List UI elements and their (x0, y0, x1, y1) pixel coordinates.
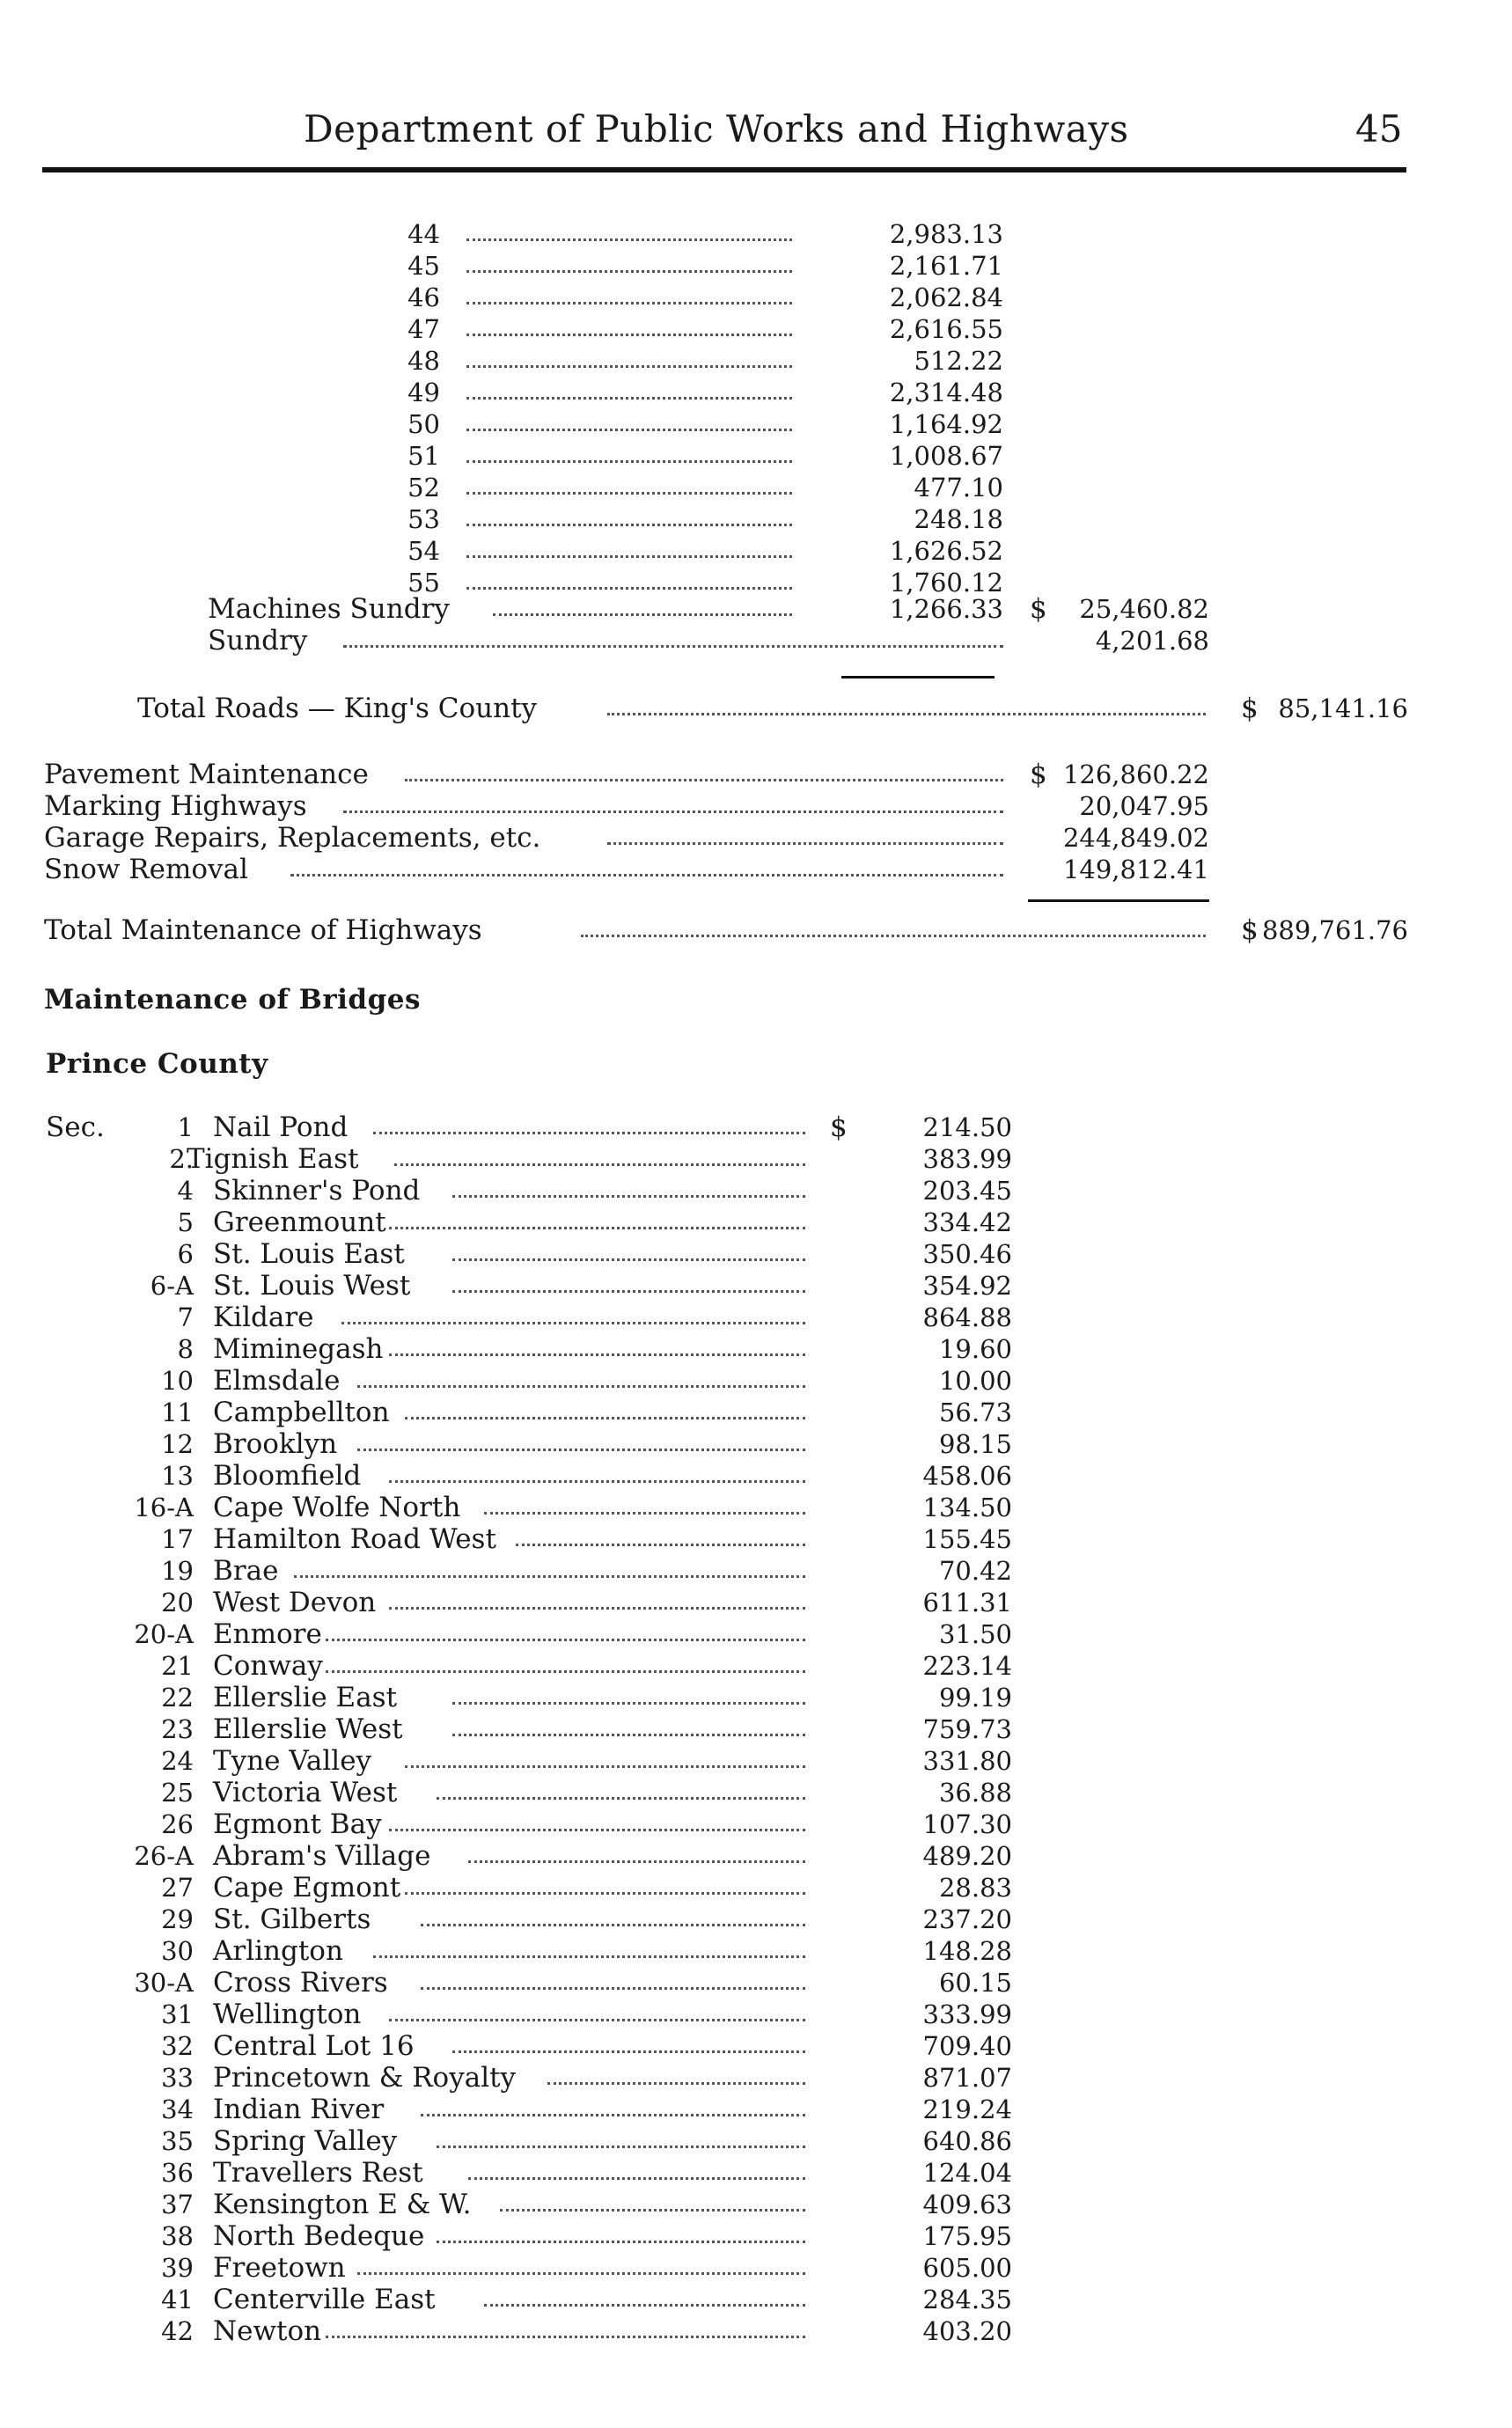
road-section-amount: 1,626.52 (889, 536, 1003, 566)
road-section-amount: 2,314.48 (889, 378, 1003, 407)
sec-prefix: Sec. (46, 1111, 105, 1143)
bridge-amount: 605.00 (922, 2253, 1012, 2283)
bridge-section-number: 38 (161, 2221, 194, 2251)
bridge-amount: 36.88 (938, 1778, 1012, 1808)
bridge-amount: 214.50 (922, 1112, 1012, 1142)
road-section-number: 45 (407, 251, 440, 281)
bridge-amount: 237.20 (922, 1904, 1012, 1934)
bridge-name: Victoria West (213, 1777, 398, 1808)
road-section-number: 54 (407, 536, 440, 566)
bridge-amount: 458.06 (922, 1461, 1012, 1491)
bridge-amount: 134.50 (922, 1493, 1012, 1522)
maintenance-item-label: Snow Removal (44, 854, 248, 885)
leader-dots (581, 935, 1206, 937)
bridge-row (0, 1523, 1512, 1555)
bridge-name: Bloomfield (213, 1460, 362, 1492)
bridge-section-number: 24 (161, 1746, 194, 1776)
bridge-amount: 98.15 (938, 1429, 1012, 1459)
bridge-section-number: 2. (169, 1144, 194, 1174)
bridge-section-number: 19 (161, 1556, 194, 1586)
road-section-number: 49 (407, 378, 440, 407)
total-maintenance-row (0, 914, 1512, 946)
leader-dots (405, 1765, 805, 1768)
bridge-amount: 284.35 (922, 2285, 1012, 2314)
bridge-row (0, 1745, 1512, 1777)
bridge-amount: 219.24 (922, 2094, 1012, 2124)
bridge-name: Enmore (213, 1618, 322, 1650)
bridge-section-number: 39 (161, 2253, 194, 2283)
road-section-row (0, 408, 1512, 440)
bridge-row (0, 1650, 1512, 1682)
bridge-row (0, 1587, 1512, 1618)
bridge-section-number: 30 (161, 1936, 194, 1966)
leader-dots (421, 1987, 805, 1990)
leader-dots (373, 1132, 805, 1134)
leader-dots (466, 334, 792, 336)
bridge-row (0, 2315, 1512, 2347)
bridge-name: North Bedeque (213, 2220, 425, 2252)
bridge-row (0, 1397, 1512, 1428)
road-section-amount: 1,008.67 (889, 441, 1003, 471)
leader-dots (421, 1924, 805, 1926)
road-section-row (0, 472, 1512, 503)
bridge-section-number: 20 (161, 1588, 194, 1617)
bridge-amount: 611.31 (922, 1588, 1012, 1617)
leader-dots (389, 1607, 805, 1610)
page-header-title: Department of Public Works and Highways (304, 107, 1129, 150)
bridge-name: Central Lot 16 (213, 2030, 415, 2062)
maintenance-item-amount: 126,860.22 (1062, 759, 1209, 789)
leader-dots (437, 1797, 805, 1800)
road-section-row (0, 345, 1512, 377)
maintenance-item-label: Garage Repairs, Replacements, etc. (44, 822, 541, 854)
leader-dots (452, 1290, 805, 1293)
bridge-section-number: 41 (161, 2285, 194, 2314)
leader-dots (484, 1512, 805, 1515)
road-section-number: 44 (407, 219, 440, 249)
bridge-name: Tyne Valley (213, 1745, 372, 1777)
leader-dots (405, 1417, 805, 1419)
total-maintenance-amount: 889,761.76 (1261, 915, 1408, 945)
bridge-amount: 640.86 (922, 2126, 1012, 2156)
bridge-amount: 403.20 (922, 2316, 1012, 2346)
leader-dots (341, 1322, 805, 1324)
bridge-row (0, 1302, 1512, 1333)
road-section-number: 50 (407, 409, 440, 439)
bridge-name: Egmont Bay (213, 1808, 382, 1840)
bridge-name: Hamilton Road West (213, 1523, 496, 1555)
road-section-amount: 248.18 (914, 504, 1003, 534)
bridge-amount: 709.40 (922, 2031, 1012, 2061)
road-section-amount: 1,164.92 (889, 409, 1003, 439)
leader-dots (466, 397, 792, 400)
bridge-name: Ellerslie East (213, 1682, 398, 1713)
leader-dots (607, 713, 1206, 715)
bridge-name: Miminegash (213, 1333, 384, 1365)
bridge-section-number: 22 (161, 1683, 194, 1713)
bridge-row (0, 1143, 1512, 1175)
bridge-amount: 383.99 (922, 1144, 1012, 1174)
maintenance-item-amount: 149,812.41 (1062, 855, 1209, 884)
leader-dots (357, 1449, 805, 1451)
leader-dots (452, 2050, 805, 2053)
bridge-name: Wellington (213, 1999, 362, 2030)
bridge-name: Abram's Village (213, 1840, 431, 1872)
bridge-section-number: 42 (161, 2316, 194, 2346)
bridge-row (0, 1808, 1512, 1840)
leader-dots (421, 2114, 805, 2116)
bridge-amount: 759.73 (922, 1714, 1012, 1744)
road-section-amount: 2,616.55 (889, 314, 1003, 344)
bridge-amount: 354.92 (922, 1271, 1012, 1301)
road-section-number: 46 (407, 282, 440, 312)
bridge-row (0, 1238, 1512, 1270)
bridge-row (0, 1777, 1512, 1808)
sundry-row (0, 625, 1512, 657)
road-section-number: 53 (407, 504, 440, 534)
bridge-section-number: 4 (177, 1176, 194, 1206)
leader-dots (466, 429, 792, 431)
leader-dots (466, 587, 792, 590)
bridge-row (0, 2284, 1512, 2315)
leader-dots (516, 1544, 805, 1546)
leader-dots (466, 365, 792, 368)
bridge-name: Centerville East (213, 2284, 436, 2315)
total-roads-label: Total Roads — King's County (137, 693, 538, 724)
bridge-name: Cape Wolfe North (213, 1492, 461, 1523)
road-section-amount: 2,983.13 (889, 219, 1003, 249)
road-section-amount: 2,161.71 (889, 251, 1003, 281)
bridge-amount: 155.45 (922, 1524, 1012, 1554)
bridge-section-number: 34 (161, 2094, 194, 2124)
bridge-section-number: 26 (161, 1809, 194, 1839)
bridge-amount: 871.07 (922, 2063, 1012, 2093)
maintenance-item-label: Pavement Maintenance (44, 759, 369, 790)
bridge-amount: 60.15 (938, 1968, 1012, 1998)
leader-dots (466, 460, 792, 463)
bridge-row (0, 2062, 1512, 2094)
maintenance-item-row (0, 854, 1512, 885)
bridge-name: St. Gilberts (213, 1904, 371, 1935)
maintenance-item-row (0, 759, 1512, 790)
leader-dots (389, 1480, 805, 1483)
bridge-row (0, 1270, 1512, 1302)
bridge-section-number: 32 (161, 2031, 194, 2061)
leader-dots (343, 811, 1003, 813)
bridge-section-number: 23 (161, 1714, 194, 1744)
bridge-section-number: 36 (161, 2158, 194, 2188)
road-section-amount: 1,760.12 (889, 568, 1003, 598)
maintenance-subtotal-rule (1028, 899, 1209, 902)
leader-dots (452, 1734, 805, 1736)
bridge-section-number: 21 (161, 1651, 194, 1681)
bridge-name: Kildare (213, 1302, 314, 1333)
bridge-amount: 333.99 (922, 1999, 1012, 2029)
bridge-row (0, 1713, 1512, 1745)
bridge-amount: 99.19 (938, 1683, 1012, 1713)
bridge-row (0, 2189, 1512, 2220)
maintenance-item-amount: 244,849.02 (1062, 823, 1209, 853)
bridge-name: Campbellton (213, 1397, 390, 1428)
bridge-amount: 10.00 (938, 1366, 1012, 1396)
bridge-section-number: 5 (177, 1207, 194, 1237)
bridge-section-number: 33 (161, 2063, 194, 2093)
leader-dots (466, 270, 792, 273)
dollar-sign: $ (830, 1111, 848, 1143)
bridge-section-number: 13 (161, 1461, 194, 1491)
leader-dots (493, 613, 792, 616)
dollar-sign: $ (1241, 693, 1259, 724)
road-section-row (0, 250, 1512, 282)
bridge-row (0, 1840, 1512, 1872)
leader-dots (389, 1353, 805, 1356)
subtotal-rule (841, 676, 995, 679)
road-section-amount: 2,062.84 (889, 282, 1003, 312)
road-section-number: 55 (407, 568, 440, 598)
road-section-row (0, 377, 1512, 408)
bridge-name: Newton (213, 2315, 322, 2347)
bridge-name: Elmsdale (213, 1365, 341, 1397)
sundry-label: Sundry (208, 625, 308, 657)
bridge-row (0, 1618, 1512, 1650)
bridge-section-number: 29 (161, 1904, 194, 1934)
bridge-section-number: 25 (161, 1778, 194, 1808)
maintenance-item-row (0, 790, 1512, 822)
bridge-section-number: 20-A (134, 1619, 194, 1649)
leader-dots (394, 1163, 805, 1166)
bridge-name: Indian River (213, 2094, 385, 2125)
bridge-name: West Devon (213, 1587, 377, 1618)
leader-dots (357, 2272, 805, 2275)
bridge-row (0, 1333, 1512, 1365)
bridge-amount: 31.50 (938, 1619, 1012, 1649)
road-section-row (0, 440, 1512, 472)
leader-dots (468, 2177, 805, 2180)
bridge-amount: 19.60 (938, 1334, 1012, 1364)
county-heading: Prince County (46, 1048, 268, 1080)
total-roads-amount: 85,141.16 (1278, 693, 1408, 723)
leader-dots (326, 2336, 805, 2338)
sundry-amount: 4,201.68 (1095, 626, 1209, 656)
bridge-amount: 409.63 (922, 2190, 1012, 2219)
leader-dots (466, 302, 792, 304)
leader-dots (389, 1829, 805, 1831)
bridge-name: Tignish East (187, 1143, 359, 1175)
dollar-sign: $ (1030, 759, 1047, 790)
bridge-amount: 28.83 (938, 1873, 1012, 1903)
bridge-section-number: 12 (161, 1429, 194, 1459)
leader-dots (389, 1227, 805, 1229)
leader-dots (468, 1860, 805, 1863)
leader-dots (405, 779, 1003, 781)
bridge-amount: 56.73 (938, 1397, 1012, 1427)
bridge-name: Ellerslie West (213, 1713, 403, 1745)
dollar-sign: $ (1030, 593, 1047, 625)
bridge-name: Travellers Rest (213, 2157, 423, 2189)
bridge-section-number: 11 (161, 1397, 194, 1427)
bridge-amount: 489.20 (922, 1841, 1012, 1871)
bridge-row (0, 2157, 1512, 2189)
bridge-row (0, 1365, 1512, 1397)
leader-dots (607, 842, 1003, 845)
bridge-name: St. Louis East (213, 1238, 405, 1270)
maintenance-item-row (0, 822, 1512, 854)
bridge-name: Conway (213, 1650, 323, 1682)
bridge-row (0, 1904, 1512, 1935)
road-section-amount: 512.22 (914, 346, 1003, 376)
machines-sundry-row (0, 593, 1512, 625)
leader-dots (389, 2019, 805, 2021)
bridge-section-number: 26-A (134, 1841, 194, 1871)
bridge-row (0, 1935, 1512, 1967)
bridge-section-number: 1 (177, 1112, 194, 1142)
road-section-row (0, 503, 1512, 535)
bridge-amount: 350.46 (922, 1239, 1012, 1269)
total-maintenance-label: Total Maintenance of Highways (44, 914, 482, 946)
leader-dots (343, 645, 1003, 648)
bridge-row (0, 2125, 1512, 2157)
bridge-row (0, 1682, 1512, 1713)
leader-dots (452, 1258, 805, 1261)
bridge-section-number: 30-A (134, 1968, 194, 1998)
bridge-section-number: 10 (161, 1366, 194, 1396)
leader-dots (484, 2304, 805, 2307)
bridge-section-number: 16-A (134, 1493, 194, 1522)
leader-dots (466, 555, 792, 558)
bridge-row (0, 2252, 1512, 2284)
bridge-name: Greenmount (213, 1207, 386, 1238)
bridge-name: Freetown (213, 2252, 346, 2284)
road-section-number: 48 (407, 346, 440, 376)
bridge-amount: 203.45 (922, 1176, 1012, 1206)
road-section-number: 52 (407, 473, 440, 502)
bridge-section-number: 8 (177, 1334, 194, 1364)
bridge-amount: 124.04 (922, 2158, 1012, 2188)
leader-dots (373, 1955, 805, 1958)
bridge-row (0, 1207, 1512, 1238)
bridge-amount: 148.28 (922, 1936, 1012, 1966)
bridge-section-number: 35 (161, 2126, 194, 2156)
leader-dots (466, 492, 792, 495)
bridge-section-number: 27 (161, 1873, 194, 1903)
leader-dots (294, 1575, 805, 1578)
leader-dots (357, 1385, 805, 1388)
bridge-name: Cross Rivers (213, 1967, 388, 1999)
bridge-name: Spring Valley (213, 2125, 398, 2157)
road-section-row (0, 282, 1512, 313)
leader-dots (547, 2082, 805, 2085)
leader-dots (326, 1670, 805, 1673)
leader-dots (500, 2209, 805, 2212)
leader-dots (437, 2146, 805, 2148)
leader-dots (326, 1639, 805, 1641)
bridge-amount: 70.42 (938, 1556, 1012, 1586)
bridge-row (0, 2030, 1512, 2062)
bridge-row (0, 1967, 1512, 1999)
bridge-section-number: 7 (177, 1302, 194, 1332)
bridge-name: Brooklyn (213, 1428, 338, 1460)
header-rule (42, 167, 1406, 172)
bridge-row (0, 1460, 1512, 1492)
leader-dots (405, 1892, 805, 1895)
bridge-section-number: 17 (161, 1524, 194, 1554)
bridge-row (0, 1111, 1512, 1143)
bridge-section-number: 6 (177, 1239, 194, 1269)
road-section-number: 47 (407, 314, 440, 344)
bridge-name: Kensington E & W. (213, 2189, 472, 2220)
bridge-row (0, 1872, 1512, 1904)
bridge-name: Brae (213, 1555, 279, 1587)
total-roads-row (0, 693, 1512, 724)
page-number: 45 (1355, 107, 1403, 150)
machines-sundry-amount: 1,266.33 (889, 594, 1003, 624)
bridge-section-number: 6-A (150, 1271, 194, 1301)
bridge-name: Skinner's Pond (213, 1175, 421, 1207)
bridge-row (0, 2094, 1512, 2125)
bridge-row (0, 1428, 1512, 1460)
leader-dots (290, 874, 1003, 877)
bridge-name: Princetown & Royalty (213, 2062, 517, 2094)
bridge-row (0, 1175, 1512, 1207)
machines-sundry-subtotal: 25,460.82 (1079, 594, 1209, 624)
bridge-row (0, 1492, 1512, 1523)
bridge-row (0, 2220, 1512, 2252)
bridge-amount: 331.80 (922, 1746, 1012, 1776)
bridge-section-number: 31 (161, 1999, 194, 2029)
maintenance-item-amount: 20,047.95 (1079, 791, 1209, 821)
bridge-name: St. Louis West (213, 1270, 411, 1302)
road-section-number: 51 (407, 441, 440, 471)
dollar-sign: $ (1241, 914, 1259, 946)
machines-sundry-label: Machines Sundry (208, 593, 450, 625)
road-section-row (0, 535, 1512, 567)
bridge-row (0, 1999, 1512, 2030)
bridge-amount: 864.88 (922, 1302, 1012, 1332)
bridge-name: Cape Egmont (213, 1872, 401, 1904)
bridges-heading: Maintenance of Bridges (44, 984, 421, 1016)
road-section-row (0, 313, 1512, 345)
bridge-amount: 334.42 (922, 1207, 1012, 1237)
leader-dots (452, 1195, 805, 1198)
road-section-amount: 477.10 (914, 473, 1003, 502)
bridge-name: Nail Pond (213, 1111, 349, 1143)
bridge-name: Arlington (213, 1935, 343, 1967)
road-section-row (0, 218, 1512, 250)
bridge-row (0, 1555, 1512, 1587)
leader-dots (466, 524, 792, 526)
bridge-section-number: 37 (161, 2190, 194, 2219)
bridge-amount: 175.95 (922, 2221, 1012, 2251)
leader-dots (437, 2241, 805, 2243)
maintenance-item-label: Marking Highways (44, 790, 307, 822)
leader-dots (452, 1702, 805, 1705)
leader-dots (466, 238, 792, 241)
bridge-amount: 223.14 (922, 1651, 1012, 1681)
bridge-amount: 107.30 (922, 1809, 1012, 1839)
